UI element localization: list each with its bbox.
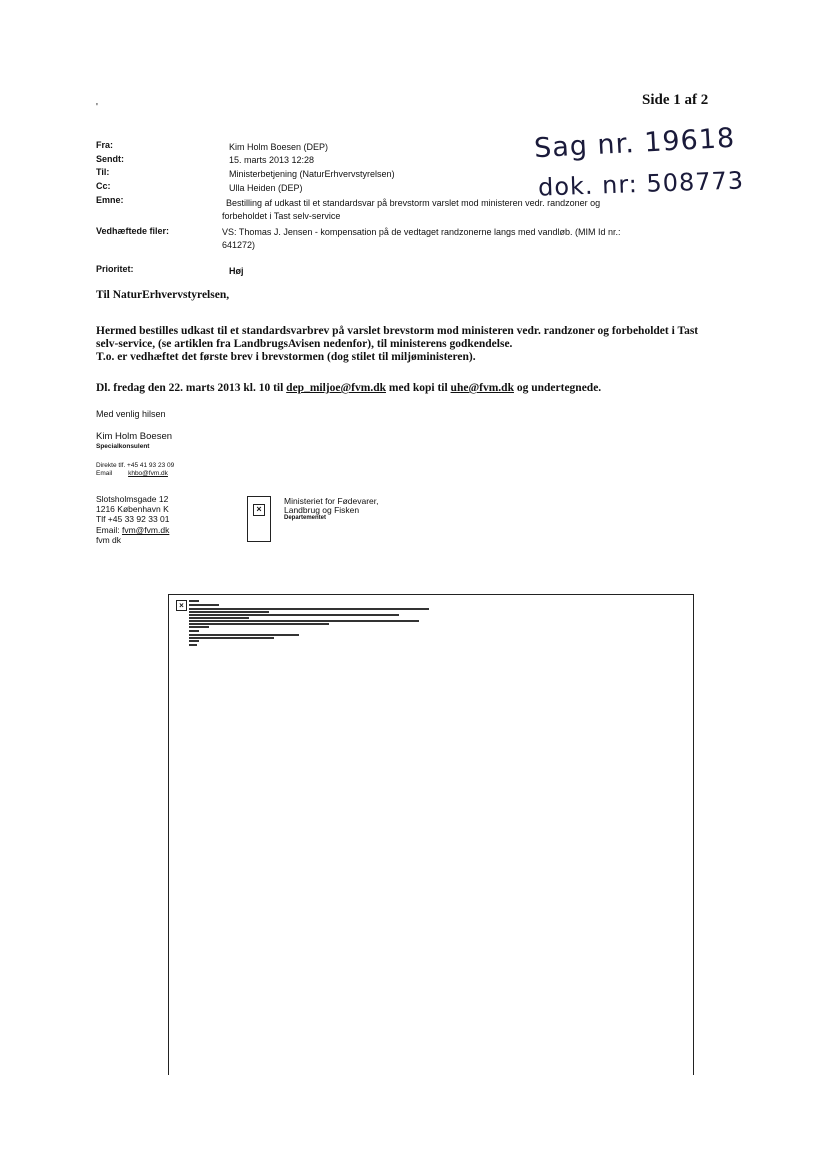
sent-label: Sendt: [96,154,124,164]
deadline-line [96,382,601,395]
stray-mark: ' [96,102,98,113]
to-label: Til: [96,167,110,177]
subject-line-1: Bestilling af udkast til et standardsvar på brevstorm varslet mod ministeren vedr. randzoner og [226,198,601,208]
office-phone: Tlf +45 33 92 33 01 [96,514,170,524]
broken-image-icon: × [176,600,187,611]
ministry-logo-placeholder [247,496,271,542]
attachments-label: Vedhæftede filer: [96,226,170,236]
sender-title: Specialkonsulent [96,443,150,450]
deadline-suffix: og undertegnede. [513,382,602,394]
priority-label: Prioritet: [96,264,134,274]
address-line-2: 1216 København K [96,504,169,514]
attachments-line-1[interactable]: VS: Thomas J. Jensen - kompensation på de vedtaget randzonerne langs med vandløb. (MIM Id nr.: [222,227,621,237]
page-number: Side 1 af 2 [642,92,709,108]
deadline-email-link[interactable]: dep_miljoe@fvm.dk [286,382,386,394]
copy-email-link[interactable]: uhe@fvm.dk [450,382,514,394]
body-line-3: T.o. er vedhæftet det første brev i brevstormen (dog stilet til miljøministeren). [96,351,476,363]
sender-name: Kim Holm Boesen [96,431,173,442]
sent-value: 15. marts 2013 12:28 [229,155,315,165]
sender-email-label: Email [96,470,113,477]
attachments-line-2: 641272) [222,240,256,250]
from-value: Kim Holm Boesen (DEP) [229,142,329,152]
to-value: Ministerbetjening (NaturErhvervstyrelsen) [229,169,395,179]
closing: Med venlig hilsen [96,409,166,419]
deadline-mid: med kopi til [386,382,451,394]
handwritten-case-number: Sag nr. 19618 [533,122,736,165]
body-line-2: selv-service, (se artiklen fra LandbrugsAvisen nedenfor), til ministerens godkendelse. [96,338,513,350]
cc-label: Cc: [96,181,111,191]
handwritten-doc-number: dok. nr: 508773 [537,166,745,202]
subject-label: Emne: [96,195,124,205]
cc-value: Ulla Heiden (DEP) [229,183,303,193]
org-line-1: Ministeriet for Fødevarer, [284,496,379,506]
deadline-prefix: Dl. fredag den 22. marts 2013 kl. 10 til [96,382,287,394]
office-email-label: Email: [96,525,122,535]
priority-value: Høj [229,266,244,276]
body-line-1: Hermed bestilles udkast til et standardsvarbrev på varslet brevstorm mod ministeren vedr. randzoner og forbeholdet i Tast [96,325,699,337]
org-line-3: Departementet [284,515,327,521]
sender-email-row [96,470,168,477]
subject-line-2: forbeholdet i Tast selv-service [222,211,341,221]
office-email-row [96,525,169,535]
broken-image-icon: × [253,504,265,516]
office-email-link[interactable]: fvm@fvm.dk [121,525,170,535]
sender-email-link[interactable]: khbo@fvm.dk [128,470,168,477]
direct-phone: Direkte tlf. +45 41 93 23 09 [96,462,175,469]
org-line-2: Landbrug og Fisken [284,505,360,515]
address-line-1: Slotsholmsgade 12 [96,494,169,504]
from-label: Fra: [96,140,114,150]
website: fvm dk [96,535,122,545]
embedded-article-image [168,594,694,1075]
greeting: Til NaturErhvervstyrelsen, [96,289,230,301]
